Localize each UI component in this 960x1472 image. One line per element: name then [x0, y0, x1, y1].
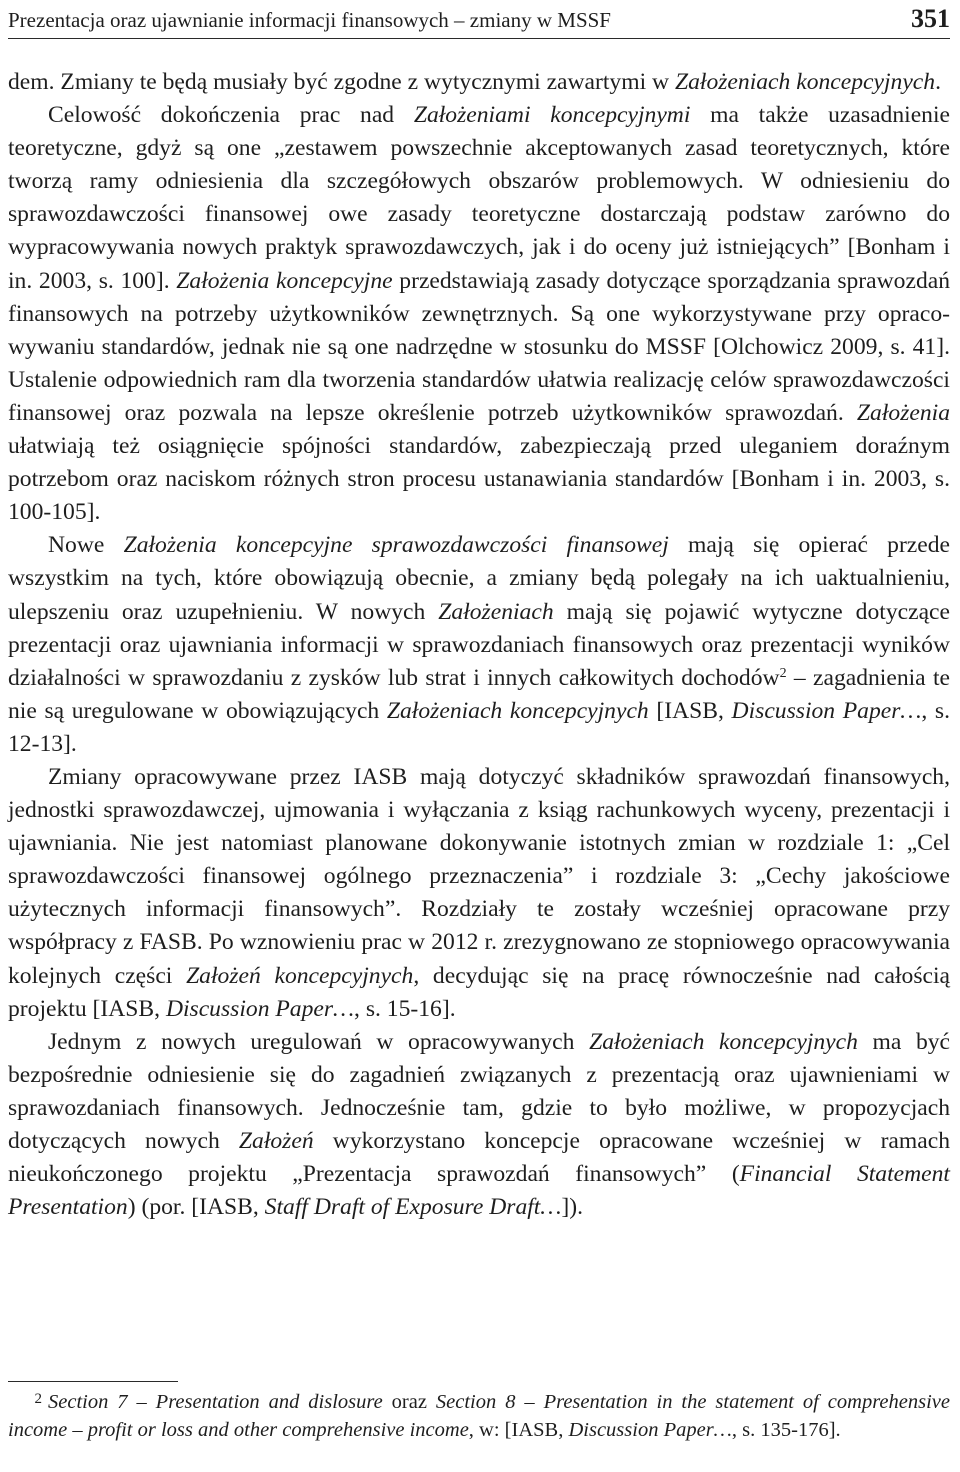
italic-run: Discussion Paper…	[165, 995, 355, 1022]
italic-run: Discussion Paper…	[568, 1418, 732, 1441]
footnote-separator	[8, 1381, 178, 1382]
text-run: przedstawiają zasady dotyczące sporządzania sprawozdań finansowych na potrzeby użytkowników zewnętrznych. Są one wykorzystywane przy opracowywaniu standardów, jednak nie są one nadrzędne w stosunku do MSSF [Olchowicz 2009, s. 41]. Ustalenie odpowiednich ram dla tworzenia standardów ułatwia realizację celów sprawozdawczości finansowej oraz pozwala na lepsze określenie potrzeb użytkowników sprawozdań.	[8, 267, 951, 426]
paragraph-3	[8, 529, 950, 761]
italic-run: Założeniach	[438, 598, 554, 625]
paragraph-1	[8, 66, 950, 99]
italic-run: Założeń koncepcyjnych	[186, 962, 414, 989]
text-run: [IASB,	[648, 697, 732, 724]
text-run: mają się opierać przede wszystkim na tych, które obowiązują obecnie, a zmiany będą polegały na ich uaktualnieniu, ulepszeniu oraz uzupełnieniu. W nowych	[8, 532, 951, 625]
text-run: ]).	[561, 1194, 583, 1221]
text-run: wykorzystano koncepcje opracowane wcześniej w ramach nieukończonego projektu „Prezentacja sprawozdań finansowych” (	[8, 1128, 950, 1188]
text-run: oraz	[382, 1391, 436, 1413]
italic-run: Założenia koncepcyjne	[176, 267, 393, 294]
italic-run: Założeniach koncepcyjnych	[674, 69, 936, 95]
italic-run: Section 7 – Presentation and dislosure	[48, 1391, 383, 1413]
paragraph-2	[8, 99, 950, 529]
text-run: – zagadnienia te nie są uregulowane w obowiązujących	[8, 664, 950, 724]
text-run: ) (por. [IASB,	[127, 1194, 265, 1221]
text-run: , s. 15-16].	[354, 995, 456, 1022]
italic-run: Section 8 – Presentation in the statement of comprehensive income – profit or loss and other comprehensive income	[8, 1391, 950, 1441]
italic-run: Założeń	[238, 1128, 314, 1154]
italic-run: Założenia	[856, 399, 950, 426]
text-run: , w: [IASB,	[468, 1418, 569, 1441]
text-run: dem. Zmiany te będą musiały być zgodne z wytycznymi zawartymi w	[8, 69, 675, 95]
running-title: Prezentacja oraz ujawnianie informacji finansowych – zmiany w MSSF	[8, 8, 611, 32]
italic-run: Założeniami koncepcyjnymi	[413, 102, 691, 129]
paragraph-4	[8, 761, 950, 1026]
italic-run: Założeniach koncepcyjnych	[386, 697, 649, 724]
main-text	[8, 66, 950, 1224]
text-run: , s. 135-176].	[731, 1418, 841, 1441]
running-header	[8, 4, 950, 39]
text-run: ułatwiają też osiągnięcie spójności standardów, zabezpieczają przed uleganiem doraźnym potrzebom oraz naciskom różnych stron procesu ustanawiania standardów [Bonham i in. 2003, s. 100-105].	[8, 433, 950, 526]
footnote	[8, 1386, 950, 1444]
text-run: Celowość dokończenia prac nad	[48, 102, 414, 129]
italic-run: Discussion Paper…	[731, 697, 922, 724]
paragraph-5	[8, 1026, 950, 1225]
italic-run: Założenia koncepcyjne sprawozdawczości finansowej	[123, 532, 669, 559]
footnote-reference[interactable]: 2	[779, 665, 787, 681]
text-run: , decydując się na pracę równocześnie nad całością projektu [IASB,	[8, 962, 951, 1022]
text-run: Jednym z nowych uregulowań w opracowywanych	[48, 1028, 590, 1055]
italic-run: Staff Draft of Exposure Draft…	[264, 1194, 562, 1221]
text-run: .	[935, 69, 941, 95]
text-run: ma być bezpośrednie odniesienie się do zagadnień związanych z prezentacją oraz ujawnieniami w sprawozdaniach finansowych. Jednocześnie tam, gdzie to było możliwe, w propozycjach dotyczących nowych	[8, 1028, 951, 1154]
text-run: Zmiany opracowywane przez IASB mają dotyczyć składników sprawozdań finansowych, jednostki sprawozdawczej, ujmowania i wyłączania z ksiąg rachunkowych wyceny, prezentacji i ujawniania. Nie jest natomiast planowane dokonywanie istotnych zmian w rozdziale 1: „Cel sprawozdawczości finansowej ogólnego przeznaczenia” i rozdziale 3: „Cechy jakościowe użytecznych informacji finansowych”. Rozdziały te zostały wcześniej opracowane przy współpracy z FASB. Po wznowieniu prac w 2012 r. zrezygnowano ze stopniowego opracowywania kolejnych części	[8, 763, 950, 989]
text-run: mają się pojawić wytyczne dotyczące prezentacji oraz ujawniania informacji w sprawozdaniach finansowych oraz prezentacji wyników działalności w sprawozdaniu z zysków lub strat i innych całkowitych dochodów	[8, 598, 950, 691]
text-run: ma także uzasadnienie teoretyczne, gdyż są one „zestawem powszechnie akceptowanych zasad teoretycznych, które tworzą ramy odniesienia dla szczegółowych obszarów problemowych. W odniesieniu do sprawozdawczości finansowej owe zasady teoretyczne dostarczają podstaw zarówno do wypracowywania nowych praktyk sprawozdawczych, jak i do oceny już istniejących” [Bonham i in. 2003, s. 100].	[8, 102, 950, 294]
page-number: 351	[911, 4, 950, 33]
text-run: Nowe	[48, 532, 124, 559]
text-run: , s. 12-13].	[8, 697, 951, 757]
footnote-mark: 2	[34, 1391, 42, 1407]
italic-run: Financial Statement Presentation	[8, 1161, 950, 1221]
italic-run: Założeniach koncepcyjnych	[589, 1028, 858, 1055]
